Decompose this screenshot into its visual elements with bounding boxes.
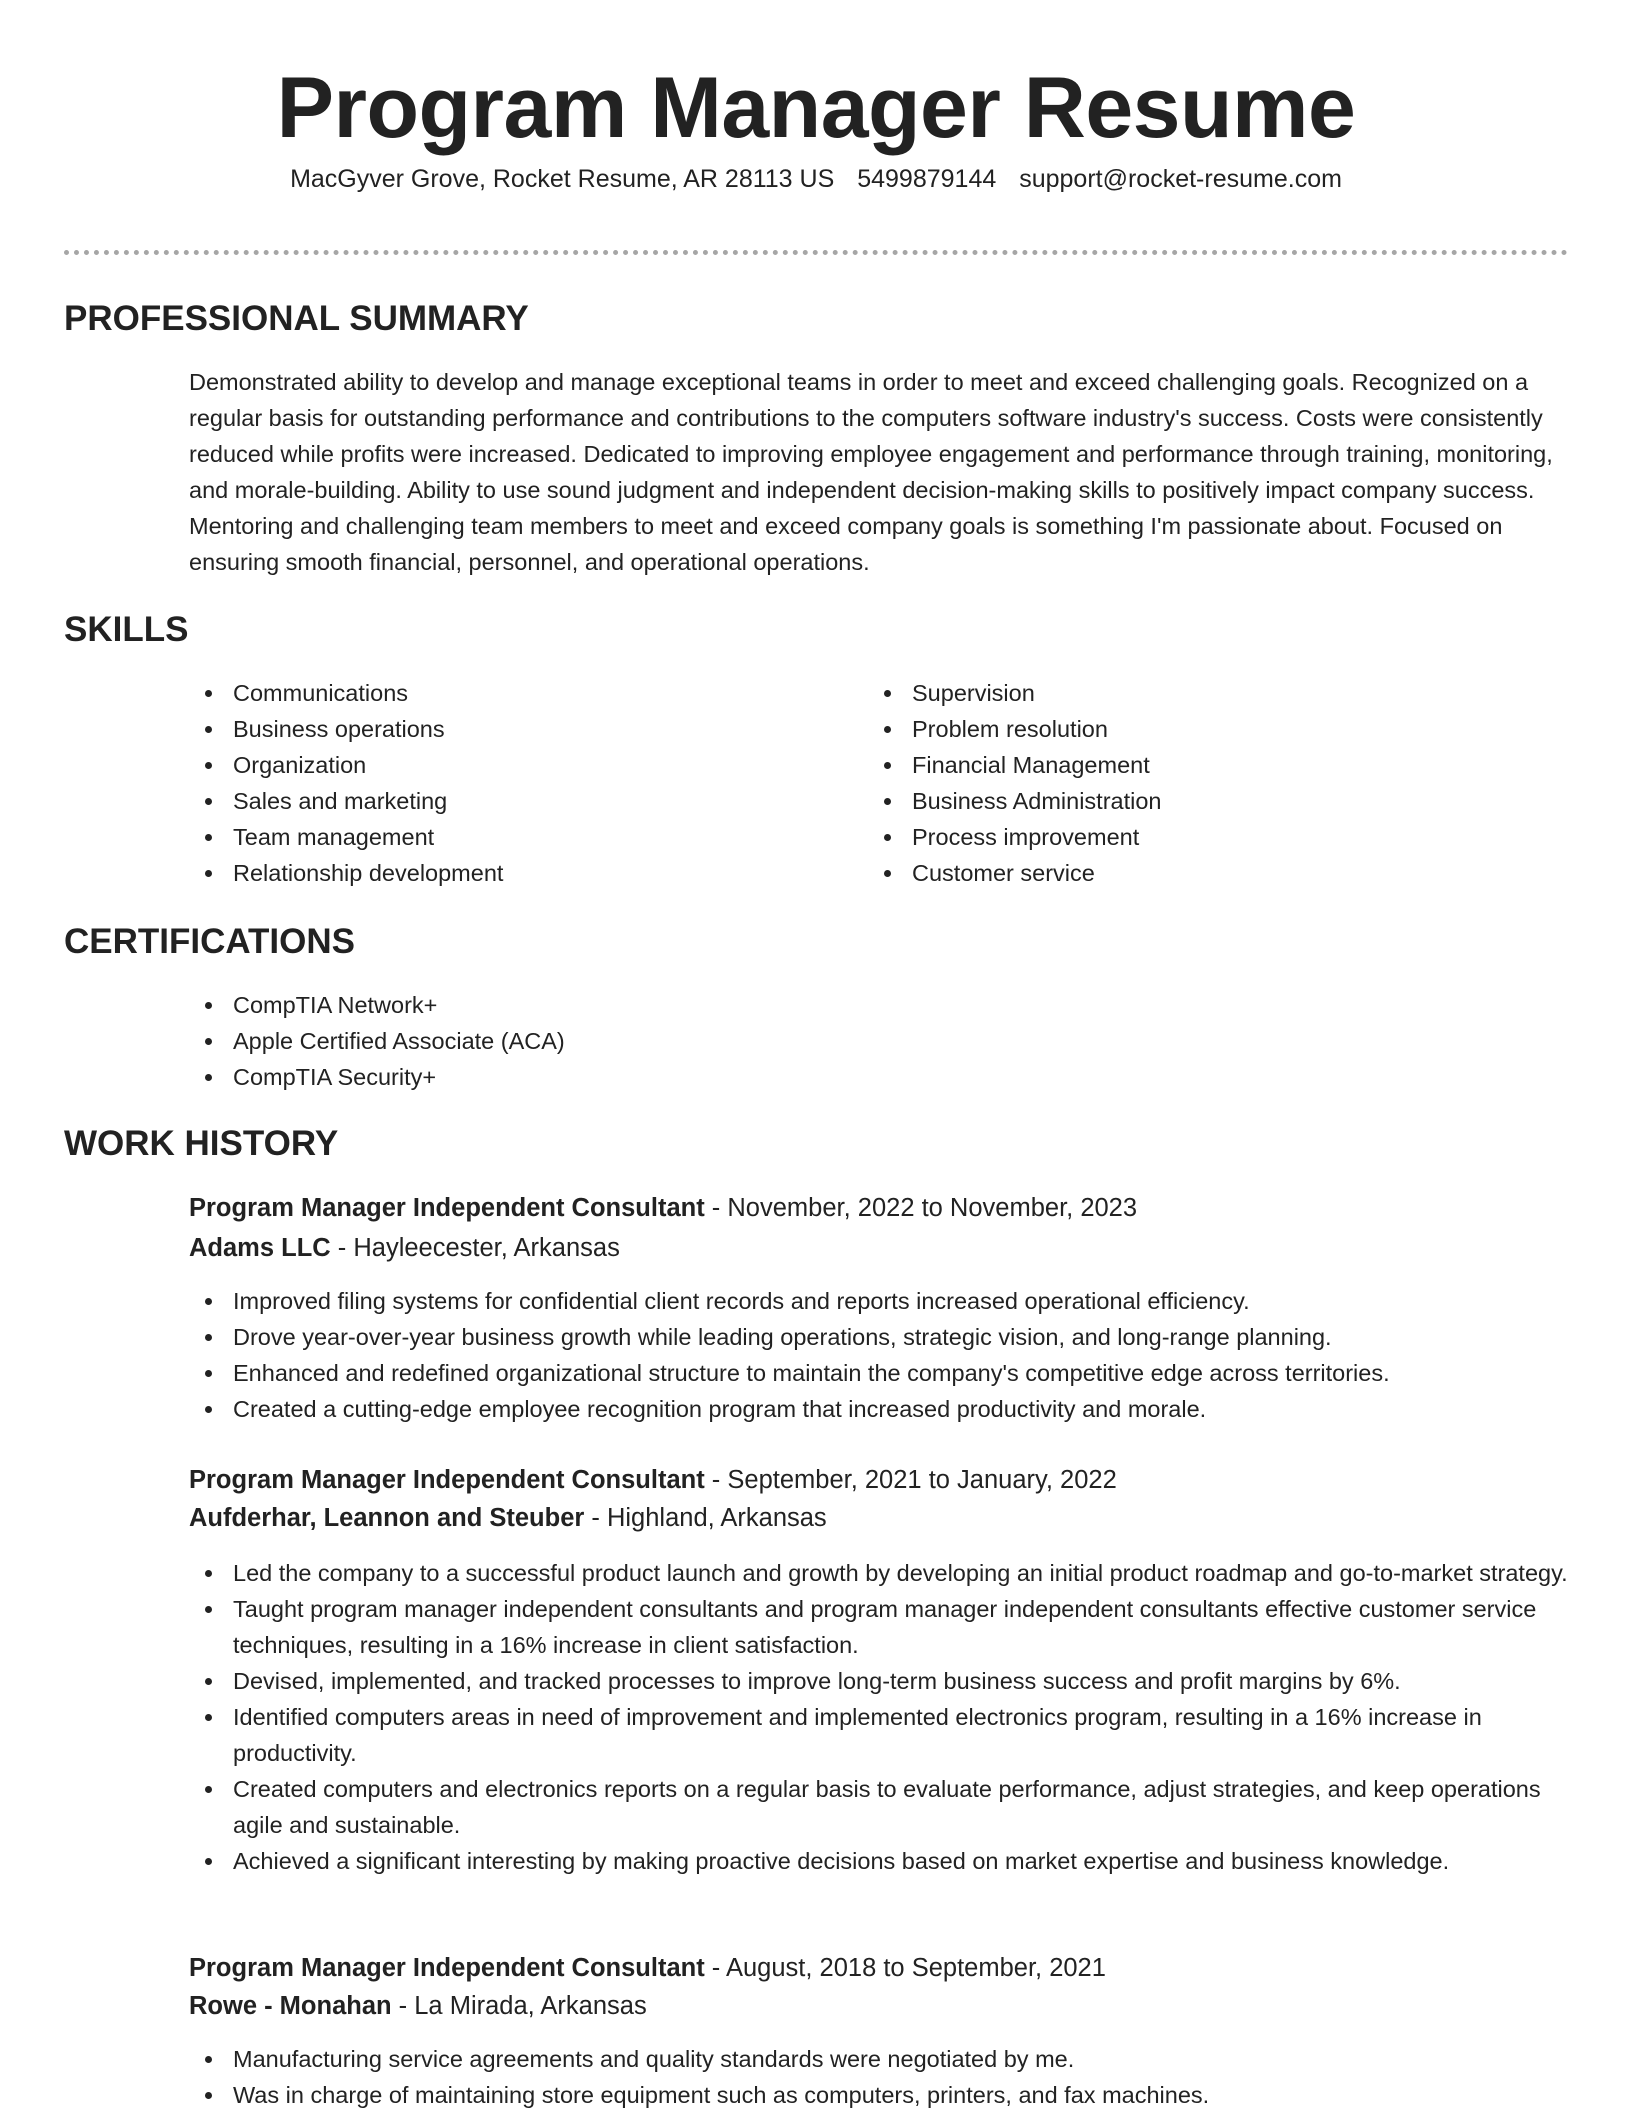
skills-list-left	[189, 675, 789, 891]
section-title-work-history: WORK HISTORY	[64, 1124, 339, 1163]
job-dates: - August, 2018 to September, 2021	[704, 1954, 1106, 1982]
job-bullets	[189, 2041, 1569, 2113]
resume-title: Program Manager Resume	[276, 60, 1356, 156]
job-location: - La Mirada, Arkansas	[391, 1992, 647, 2020]
job-company: Adams LLC	[189, 1234, 331, 1262]
job-role: Program Manager Independent Consultant	[189, 1194, 705, 1222]
skills-list-right	[868, 675, 1468, 891]
job-bullet: Created computers and electronics reports on a regular basis to evaluate performance, adjust strategies, and keep operations agile and sustainable.	[189, 1771, 1569, 1843]
job-company: Aufderhar, Leannon and Steuber	[189, 1504, 585, 1532]
job-dates: - November, 2022 to November, 2023	[704, 1194, 1138, 1222]
job-dates: - September, 2021 to January, 2022	[704, 1466, 1117, 1494]
job-bullet: Created a cutting-edge employee recognition program that increased productivity and morale.	[189, 1391, 1569, 1427]
job-company-line	[189, 1987, 647, 2025]
certifications-list	[189, 987, 1569, 1095]
job-bullet: Led the company to a successful product launch and growth by developing an initial product roadmap and go-to-market strategy.	[189, 1555, 1569, 1591]
skill-item: Process improvement	[868, 819, 1468, 855]
job-company-line	[189, 1229, 620, 1267]
job-bullet: Was in charge of maintaining store equipment such as computers, printers, and fax machines.	[189, 2077, 1569, 2113]
skill-item: Financial Management	[868, 747, 1468, 783]
skill-item: Customer service	[868, 855, 1468, 891]
skill-item: Relationship development	[189, 855, 789, 891]
section-title-certifications: CERTIFICATIONS	[64, 922, 356, 961]
job-bullet: Achieved a significant interesting by making proactive decisions based on market expertise and business knowledge.	[189, 1843, 1569, 1879]
job-bullet: Devised, implemented, and tracked processes to improve long-term business success and profit margins by 6%.	[189, 1663, 1569, 1699]
header-divider	[64, 250, 1568, 255]
job-bullet: Manufacturing service agreements and quality standards were negotiated by me.	[189, 2041, 1569, 2077]
skill-item: Problem resolution	[868, 711, 1468, 747]
job-company-line	[189, 1499, 827, 1537]
job-location: - Hayleecester, Arkansas	[330, 1234, 620, 1262]
job-bullets	[189, 1555, 1569, 1879]
job-bullet: Improved filing systems for confidential client records and reports increased operational efficiency.	[189, 1283, 1569, 1319]
job-role-line	[189, 1949, 1106, 1987]
job-role: Program Manager Independent Consultant	[189, 1466, 705, 1494]
job-bullet: Taught program manager independent consultants and program manager independent consultants effective customer service techniques, resulting in a 16% increase in client satisfaction.	[189, 1591, 1569, 1663]
job-location: - Highland, Arkansas	[584, 1504, 827, 1532]
job-company: Rowe - Monahan	[189, 1992, 392, 2020]
job-role: Program Manager Independent Consultant	[189, 1954, 705, 1982]
summary-text: Demonstrated ability to develop and manage exceptional teams in order to meet and exceed challenging goals. Recognized on a regular basis for outstanding performance and contributions to the computers software industry's success. Costs were consistently reduced while profits were increased. Dedicated to improving employee engagement and performance through training, monitoring, and morale-building. Ability to use sound judgment and independent decision-making skills to positively impact company success. Mentoring and challenging team members to meet and exceed company goals is something I'm passionate about. Focused on ensuring smooth financial, personnel, and operational operations.	[189, 369, 1553, 575]
job-bullets	[189, 1283, 1569, 1427]
skill-item: Organization	[189, 747, 789, 783]
skill-item: Business operations	[189, 711, 789, 747]
job-bullet: Identified computers areas in need of improvement and implemented electronics program, resulting in a 16% increase in productivity.	[189, 1699, 1569, 1771]
skill-item: Communications	[189, 675, 789, 711]
section-title-skills: SKILLS	[64, 610, 189, 649]
skill-item: Team management	[189, 819, 789, 855]
certification-item: CompTIA Security+	[189, 1059, 1569, 1095]
skill-item: Sales and marketing	[189, 783, 789, 819]
certification-item: Apple Certified Associate (ACA)	[189, 1023, 1569, 1059]
job-role-line	[189, 1189, 1137, 1227]
job-bullet: Drove year-over-year business growth while leading operations, strategic vision, and long-range planning.	[189, 1319, 1569, 1355]
contact-address: MacGyver Grove, Rocket Resume, AR 28113 US	[290, 165, 835, 193]
contact-phone: 5499879144	[857, 165, 997, 193]
contact-email: support@rocket-resume.com	[1019, 165, 1342, 193]
job-role-line	[189, 1461, 1117, 1499]
certification-item: CompTIA Network+	[189, 987, 1569, 1023]
contact-line	[0, 160, 1632, 198]
skill-item: Business Administration	[868, 783, 1468, 819]
section-title-summary: PROFESSIONAL SUMMARY	[64, 299, 529, 338]
job-bullet: Enhanced and redefined organizational structure to maintain the company's competitive edge across territories.	[189, 1355, 1569, 1391]
skill-item: Supervision	[868, 675, 1468, 711]
